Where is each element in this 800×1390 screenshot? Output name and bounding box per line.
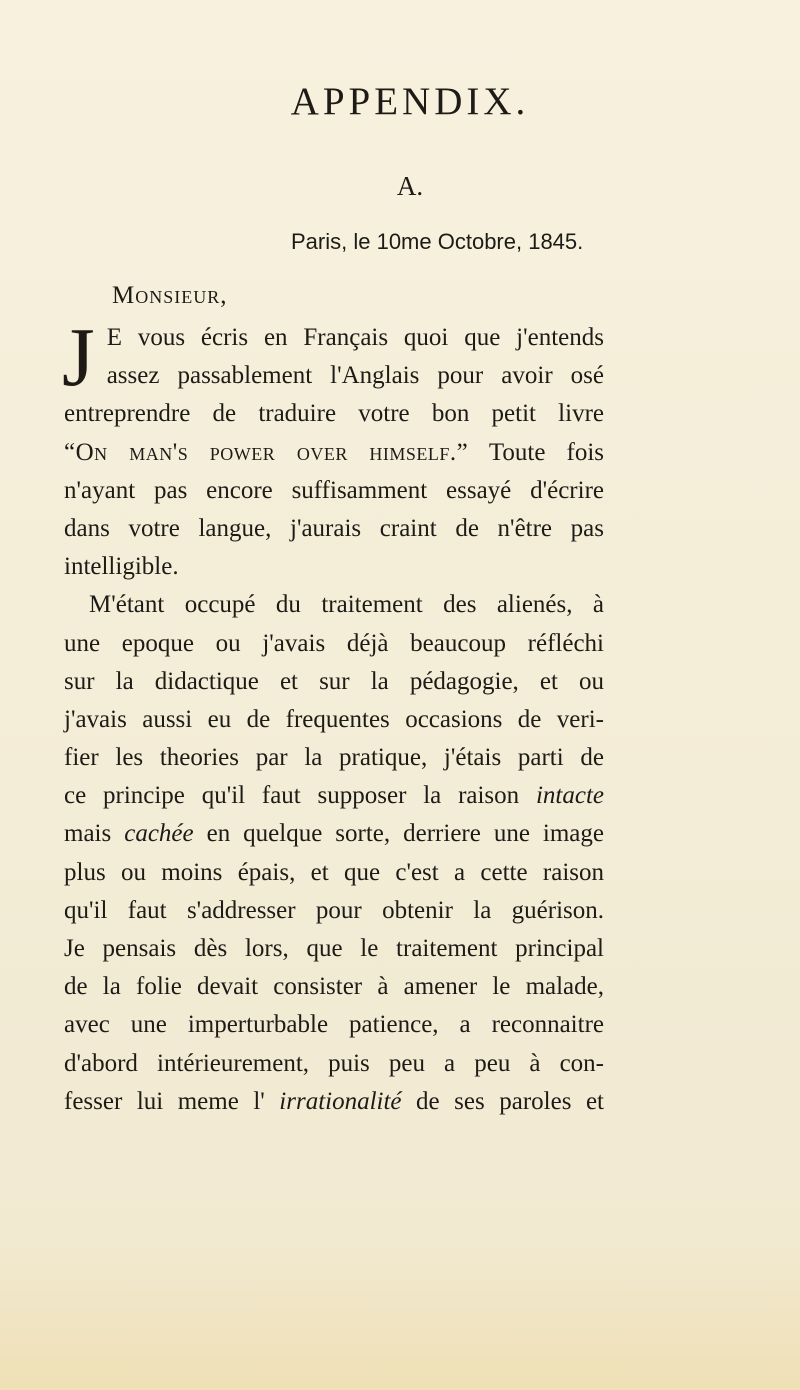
text-line: plus ou moins épais, et que c'est a cette raison bbox=[64, 858, 604, 886]
letter-dateline: Paris, le 10me Octobre, 1845. bbox=[291, 229, 584, 254]
text-segment: ce principe qu'il faut supposer la raison bbox=[64, 782, 536, 810]
text-segment: Toute fois bbox=[468, 438, 604, 466]
text-line: j'avais aussi eu de frequentes occasions de veri- bbox=[64, 705, 604, 733]
text-line: fier les theories par la pratique, j'étais parti de bbox=[64, 744, 604, 772]
text-line: d'abord intérieurement, puis peu a peu à con- bbox=[64, 1049, 604, 1077]
letter-salutation: Monsieur, bbox=[112, 282, 228, 309]
text-line: de la folie devait consister à amener le malade, bbox=[64, 973, 604, 1001]
text-line bbox=[64, 815, 604, 853]
text-line: qu'il faut s'addresser pour obtenir la guérison. bbox=[64, 896, 604, 924]
text-segment: en quelque sorte, derriere une image bbox=[193, 820, 604, 848]
text-line bbox=[64, 395, 604, 433]
text-line bbox=[64, 434, 604, 472]
appendix-heading: APPENDIX. bbox=[290, 80, 530, 123]
text-line: Je pensais dès lors, que le traitement principal bbox=[64, 935, 604, 962]
text-segment: fesser lui meme l' bbox=[64, 1087, 280, 1115]
text-segment: de ses paroles et bbox=[401, 1087, 604, 1115]
text-line: avec une imperturbable patience, a reconnaitre bbox=[64, 1011, 604, 1039]
drop-cap: J bbox=[62, 311, 95, 404]
text-line: dans votre langue, j'aurais craint de n'être pas bbox=[64, 514, 604, 542]
italic-word: intacte bbox=[535, 782, 604, 810]
italic-word: irrationalité bbox=[279, 1087, 402, 1115]
text-line: sur la didactique et sur la pédagogie, et ou bbox=[64, 667, 604, 695]
text-line: n'ayant pas encore suffisamment essayé d'écrire bbox=[64, 476, 604, 504]
text-line: intelligible. bbox=[64, 553, 179, 581]
italic-word: cachée bbox=[124, 820, 194, 848]
text-segment: entreprendre de traduire votre bon petit livre bbox=[64, 400, 604, 428]
text-line: une epoque ou j'avais déjà beaucoup réfléchi bbox=[64, 629, 604, 657]
text-line: M'étant occupé du traitement des alienés, à bbox=[89, 591, 604, 619]
text-line bbox=[64, 1083, 604, 1121]
letter-body bbox=[62, 311, 604, 1121]
text-line: assez passablement l'Anglais pour avoir osé bbox=[106, 362, 604, 390]
text-line bbox=[64, 777, 604, 815]
book-title-reference: “On man's power over himself.” bbox=[64, 438, 469, 466]
text-segment: mais bbox=[64, 820, 125, 848]
text-line: E vous écris en Français quoi que j'entends bbox=[106, 324, 604, 351]
section-letter: A. bbox=[396, 171, 424, 201]
